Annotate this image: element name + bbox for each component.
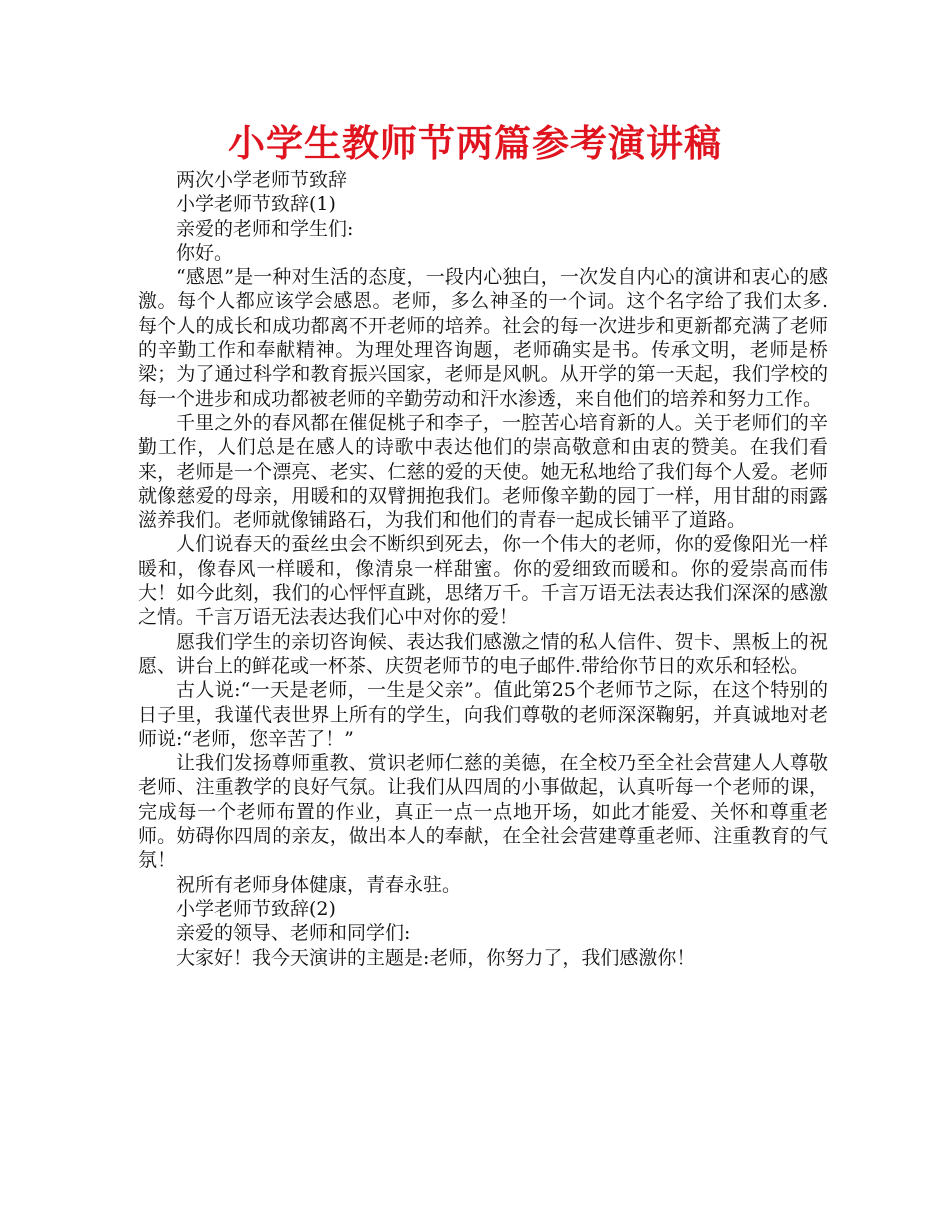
paragraph-salutation-1: 亲爱的老师和学生们: [176, 217, 354, 240]
paragraph-speech-1-heading: 小学老师节致辞(1) [176, 193, 336, 216]
paragraph-closing-wish: 祝所有老师身体健康，青春永驻。 [176, 873, 462, 896]
paragraph-body: 人们说春天的蚕丝虫会不断织到死去，你一个伟大的老师，你的爱像阳光一样暖和，像春风一样暖和，像清泉一样甜蜜。你的爱细致而暖和。你的爱崇高而伟大！如今此刻，我们的心怦怦直跳，思绪万千。千言万语无法表达我们深深的感激之情。千言万语无法表达我们心中对你的爱！ [138, 533, 828, 629]
paragraph-body: 让我们发扬尊师重教、赏识老师仁慈的美德，在全校乃至全社会营建人人尊敬老师、注重教学的良好气氛。让我们从四周的小事做起，认真听每一个老师的课，完成每一个老师布置的作业，真正一点一点地开场，如此才能爱、关怀和尊重老师。妨碍你四周的亲友，做出本人的奉献，在全社会营建尊重老师、注重教育的气氛！ [138, 752, 828, 872]
paragraph-speech-2-heading: 小学老师节致辞(2) [176, 897, 336, 920]
document-title: 小学生教师节两篇参考演讲稿 [228, 122, 722, 165]
paragraph-body: “感恩”是一种对生活的态度，一段内心独白，一次发自内心的演讲和衷心的感激。每个人都应该学会感恩。老师，多么神圣的一个词。这个名字给了我们太多.每个人的成长和成功都离不开老师的培养。社会的每一次进步和更新都充满了老师的辛勤工作和奉献精神。为理处理咨询题，老师确实是书。传承文明，老师是桥梁；为了通过科学和教育振兴国家，老师是风帆。从开学的第一天起，我们学校的每一个进步和成功都被老师的辛勤劳动和汗水渗透，来自他们的培养和努力工作。 [138, 266, 828, 410]
paragraph-salutation-2: 亲爱的领导、老师和同学们: [176, 922, 411, 945]
paragraph-opening: 大家好！我今天演讲的主题是:老师，你努力了，我们感激你！ [176, 946, 696, 969]
paragraph-body: 愿我们学生的亲切咨询候、表达我们感激之情的私人信件、贺卡、黑板上的祝愿、讲台上的鲜花或一杯茶、庆贺老师节的电子邮件.带给你节日的欢乐和轻松。 [138, 630, 828, 677]
paragraph-greeting: 你好。 [176, 241, 234, 264]
document-body [138, 168, 828, 970]
paragraph-body: 古人说:“一天是老师，一生是父亲”。值此第25个老师节之际，在这个特别的日子里，我谨代表世界上所有的学生，向我们尊敬的老师深深鞠躬，并真诚地对老师说:“老师，您辛苦了！” [138, 679, 828, 750]
paragraph-subtitle: 两次小学老师节致辞 [176, 169, 348, 191]
paragraph-body: 千里之外的春风都在催促桃子和李子，一腔苦心培育新的人。关于老师们的辛勤工作，人们总是在感人的诗歌中表达他们的崇高敬意和由衷的赞美。在我们看来，老师是一个漂亮、老实、仁慈的爱的天使。她无私地给了我们每个人爱。老师就像慈爱的母亲，用暖和的双臂拥抱我们。老师像辛勤的园丁一样，用甘甜的雨露滋养我们。老师就像铺路石，为我们和他们的青春一起成长铺平了道路。 [138, 411, 828, 532]
